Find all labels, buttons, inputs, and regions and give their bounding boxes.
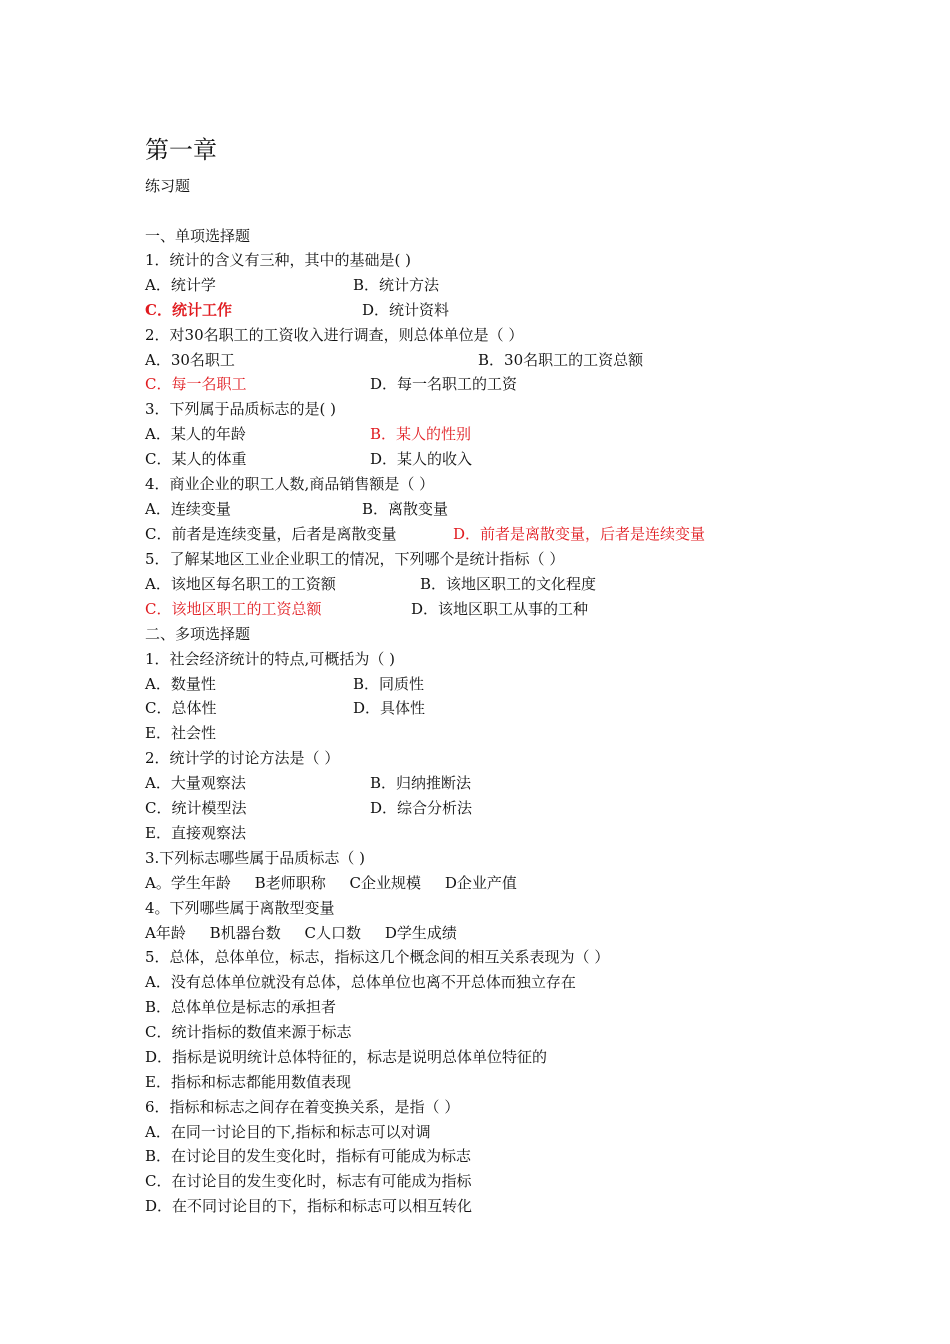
section1-heading: 一、单项选择题: [145, 227, 251, 245]
s2-q3-options: A。学生年龄 B老师职称 C企业规模 D企业产值: [145, 874, 517, 892]
s1-q5-option-b: B．该地区职工的文化程度: [420, 575, 597, 593]
s1-q2-option-a: A．30名职工: [145, 351, 235, 369]
s1-q4-option-d-answer: D．前者是离散变量，后者是连续变量: [453, 525, 706, 543]
s2-q5-option-d: D．指标是说明统计总体特征的，标志是说明总体单位特征的: [145, 1048, 548, 1066]
s1-q1-option-c-answer: C．统计工作: [145, 301, 232, 319]
s1-q1-option-b: B．统计方法: [353, 276, 440, 294]
s1-q5-option-a: A．该地区每名职工的工资额: [145, 575, 336, 593]
s2-q1-option-a: A．数量性: [145, 675, 216, 693]
s1-q4-option-a: A．连续变量: [145, 500, 231, 518]
s2-q5-option-a: A．没有总体单位就没有总体，总体单位也离不开总体而独立存在: [145, 973, 576, 991]
s2-q6-stem: 6．指标和标志之间存在着变换关系，是指（ ）: [145, 1098, 460, 1116]
s2-q3-stem: 3.下列标志哪些属于品质标志（ ): [145, 849, 365, 867]
s1-q5-stem: 5．了解某地区工业企业职工的情况，下列哪个是统计指标（ ）: [145, 550, 565, 568]
s1-q1-option-a: A．统计学: [145, 276, 216, 294]
s2-q1-option-c: C．总体性: [145, 699, 217, 717]
s1-q1-option-d: D．统计资料: [362, 301, 450, 319]
s2-q2-option-b: B．归纳推断法: [370, 774, 472, 792]
s1-q2-option-c-answer: C．每一名职工: [145, 375, 247, 393]
s1-q2-stem: 2．对30名职工的工资收入进行调查，则总体单位是（ ）: [145, 326, 524, 344]
s2-q5-option-b: B．总体单位是标志的承担者: [145, 998, 337, 1016]
s1-q2-option-d: D．每一名职工的工资: [370, 375, 518, 393]
s2-q5-option-e: E．指标和标志都能用数值表现: [145, 1073, 351, 1091]
s2-q2-stem: 2．统计学的讨论方法是（ ）: [145, 749, 340, 767]
s1-q2-option-b: B．30名职工的工资总额: [478, 351, 644, 369]
chapter-title: 第一章: [145, 136, 217, 164]
s2-q1-stem: 1．社会经济统计的特点,可概括为（ ): [145, 650, 395, 668]
s2-q6-option-c: C．在讨论目的发生变化时，标志有可能成为指标: [145, 1172, 472, 1190]
s1-q4-stem: 4．商业企业的职工人数,商品销售额是（ ）: [145, 475, 435, 493]
s2-q2-option-c: C．统计模型法: [145, 799, 247, 817]
s2-q5-option-c: C．统计指标的数值来源于标志: [145, 1023, 352, 1041]
s2-q5-stem: 5．总体，总体单位，标志，指标这几个概念间的相互关系表现为（ ）: [145, 948, 610, 966]
s2-q1-option-e: E．社会性: [145, 724, 216, 742]
s1-q3-option-a: A．某人的年龄: [145, 425, 246, 443]
s1-q5-option-c-answer: C．该地区职工的工资总额: [145, 600, 322, 618]
s2-q1-option-b: B．同质性: [353, 675, 425, 693]
s2-q2-option-a: A．大量观察法: [145, 774, 246, 792]
s1-q3-option-d: D．某人的收入: [370, 450, 473, 468]
s2-q2-option-d: D．综合分析法: [370, 799, 473, 817]
s2-q6-option-a: A．在同一讨论目的下,指标和标志可以对调: [145, 1123, 431, 1141]
s1-q4-option-b: B．离散变量: [362, 500, 449, 518]
s1-q3-option-c: C．某人的体重: [145, 450, 247, 468]
s2-q6-option-d: D．在不同讨论目的下，指标和标志可以相互转化: [145, 1197, 473, 1215]
s1-q5-option-d: D．该地区职工从事的工种: [411, 600, 589, 618]
s1-q1-stem: 1．统计的含义有三种，其中的基础是( ): [145, 251, 412, 269]
s2-q4-options: A年龄 B机器台数 C人口数 D学生成绩: [145, 924, 457, 942]
s2-q1-option-d: D．具体性: [353, 699, 426, 717]
s2-q2-option-e: E．直接观察法: [145, 824, 246, 842]
s1-q3-stem: 3．下列属于品质标志的是( ): [145, 400, 337, 418]
s2-q6-option-b: B．在讨论目的发生变化时，指标有可能成为标志: [145, 1147, 472, 1165]
s2-q4-stem: 4。下列哪些属于离散型变量: [145, 899, 335, 917]
section2-heading: 二、多项选择题: [145, 625, 251, 643]
s1-q4-option-c: C．前者是连续变量，后者是离散变量: [145, 525, 397, 543]
subtitle: 练习题: [145, 177, 191, 195]
s1-q3-option-b-answer: B．某人的性别: [370, 425, 472, 443]
